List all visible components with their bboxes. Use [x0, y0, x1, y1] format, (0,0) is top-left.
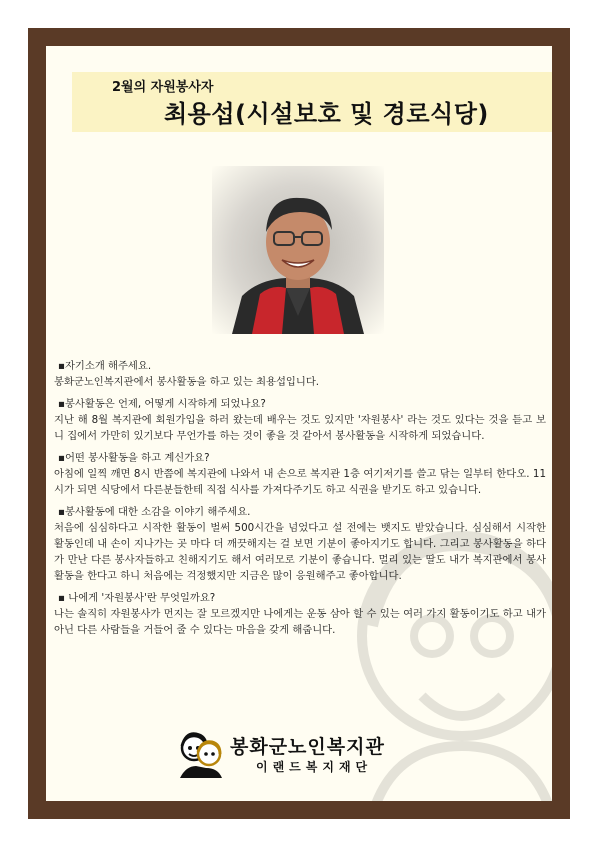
footer-org-name: 봉화군노인복지관	[230, 736, 385, 758]
answer-1: 봉화군노인복지관에서 봉사활동을 하고 있는 최용섭입니다.	[54, 376, 320, 388]
question-1: ▪자기소개 해주세요.	[58, 360, 152, 372]
page-subtitle: 2월의 자원봉사자	[112, 80, 214, 95]
elderly-couple-logo-icon	[176, 728, 226, 778]
answer-2: 지난 해 8월 복지관에 회원가입을 하러 왔는데 배우는 것도 있지만 '자원봉사' 라는 것도 있다는 것을 듣고 보니 집에서 가만히 있기보다 무언가를 하는 것이 좋을 것 같아서 봉사활동을 시작하게 되었습니다.	[54, 414, 546, 442]
newsletter-page	[46, 46, 552, 801]
answer-5: 나는 솔직히 자원봉사가 먼지는 잘 모르겠지만 나에게는 운동 삼아 할 수 있는 여러 가지 활동이기도 하고 내가 아닌 다른 사람들을 거들어 줄 수 있다는 마음을 갖게 해줍니다.	[54, 608, 546, 636]
footer-logo-block	[176, 728, 416, 784]
question-3: ▪어떤 봉사활동을 하고 계신가요?	[58, 452, 210, 464]
page-title: 최용섭(시설보호 및 경로식당)	[164, 100, 489, 128]
question-2: ▪봉사활동은 언제, 어떻게 시작하게 되었나요?	[58, 398, 266, 410]
question-5: ▪ 나에게 '자원봉사'란 무엇일까요?	[58, 592, 216, 604]
question-4: ▪봉사활동에 대한 소감을 이야기 해주세요.	[58, 506, 251, 518]
volunteer-portrait-icon	[212, 166, 384, 334]
answer-4: 처음에 심심하다고 시작한 활동이 벌써 500시간을 넘었다고 설 전에는 뱃지도 받았습니다. 심심해서 시작한 활동인데 내 손이 지나가는 곳 마다 더 깨끗해지는 걸 보면 기분이 좋아지기도 합니다. 그리고 봉사활동을 하다가 만난 다른 봉사자들하고 친해지기도 해서 여러모로 기분이 좋습니다. 멀리 있는 딸도 내가 복지관에서 봉사활동을 한다고 하니 처음에는 걱정했지만 지금은 많이 응원해주고 좋아합니다.	[54, 522, 546, 582]
footer-foundation: 이랜드복지재단	[256, 760, 373, 774]
answer-3: 아침에 일찍 깨면 8시 반쯤에 복지관에 나와서 내 손으로 복지관 1층 여기저기를 쓸고 닦는 일부터 한다오. 11시가 되면 식당에서 다른분들한테 직접 식사를 가져다주기도 하고 식권을 받기도 하고 있습니다.	[54, 468, 546, 496]
